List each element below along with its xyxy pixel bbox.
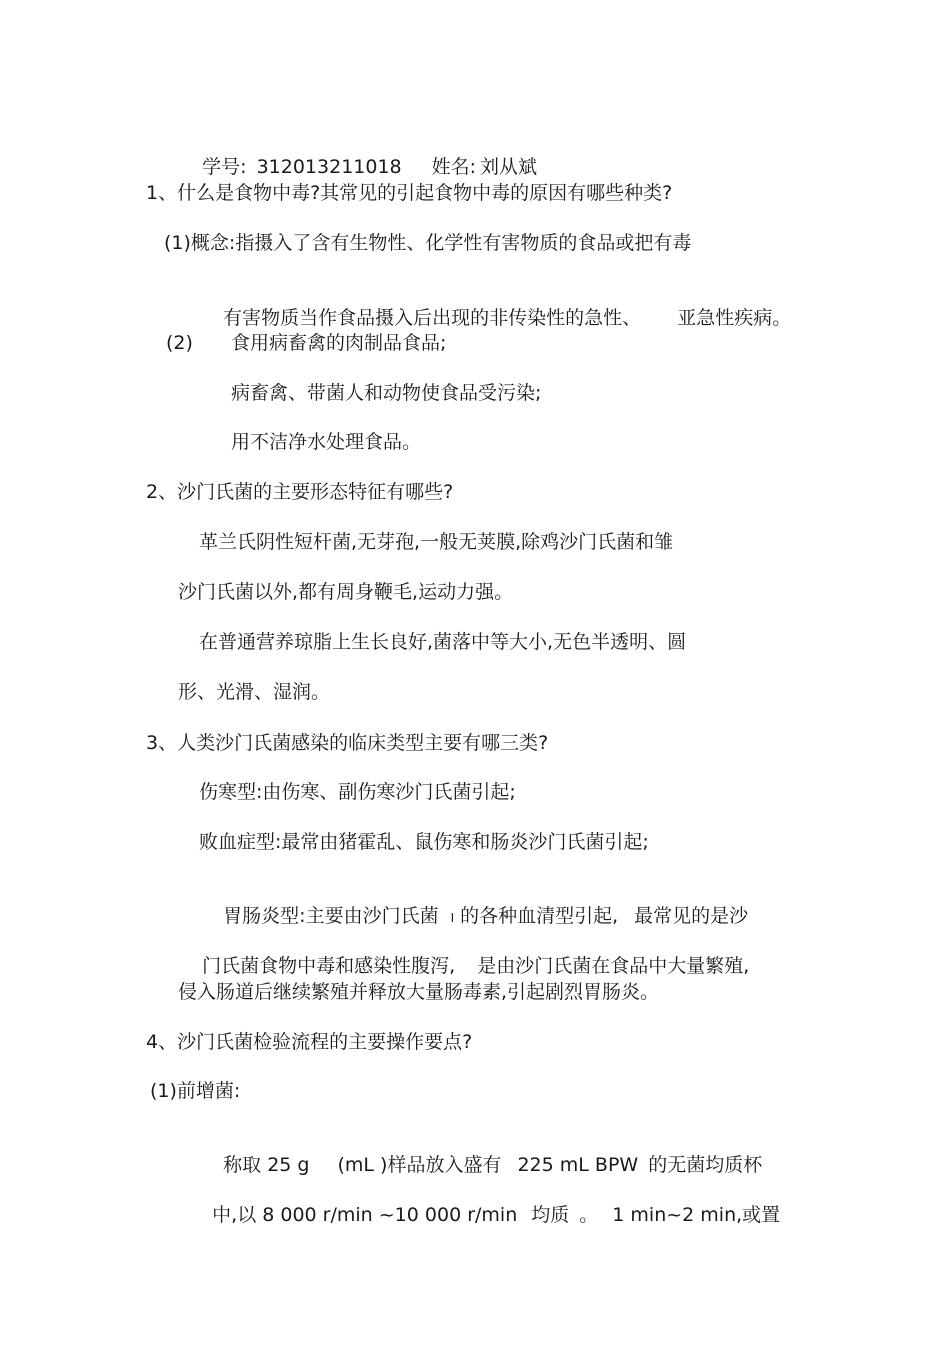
id-label: 学号: <box>202 156 247 178</box>
question-3-title: 3、人类沙门氏菌感染的临床类型主要有哪三类? <box>146 732 549 754</box>
q4-step-1-line-2-part-b: 均质 <box>531 1204 570 1226</box>
name-label: 姓名: <box>431 156 477 178</box>
question-4-title: 4、沙门氏菌检验流程的主要操作要点? <box>146 1031 473 1053</box>
q2-paragraph-2-line-2: 形、光滑、湿润。 <box>178 681 331 703</box>
q3-type-3-line-2-part-b: 是由沙门氏菌在食品中大量繁殖, <box>477 955 750 977</box>
q2-paragraph-2-line-1: 在普通营养琼脂上生长良好,菌落中等大小,无色半透明、圆 <box>199 631 687 653</box>
stray-mark: I <box>450 911 455 925</box>
q2-paragraph-1-line-2: 沙门氏菌以外,都有周身鞭毛,运动力强。 <box>178 581 514 603</box>
q2-paragraph-1-line-1: 革兰氏阴性短杆菌,无芽孢,一般无荚膜,除鸡沙门氏菌和雏 <box>199 531 674 553</box>
q4-step-1-line-2 <box>188 1179 780 1251</box>
q3-type-3-line-1-part-b: 的各种血清型引起, <box>460 905 619 927</box>
question-1-title: 1、什么是食物中毒?其常见的引起食物中毒的原因有哪些种类? <box>146 182 673 204</box>
q1-answer-1-line-1: (1)概念:指摄入了含有生物性、化学性有害物质的食品或把有毒 <box>164 232 692 254</box>
q4-step-1-line-2-part-a: 中,以 8 000 r/min ~10 000 r/min <box>212 1204 518 1226</box>
q4-step-1-title: (1)前增菌: <box>150 1080 241 1102</box>
q4-step-1-line-2-part-d: 1 min~2 min,或置 <box>612 1204 781 1226</box>
name-value: 刘从斌 <box>480 156 538 178</box>
question-2-title: 2、沙门氏菌的主要形态特征有哪些? <box>146 481 454 503</box>
q3-type-2: 败血症型:最常由猪霍乱、鼠伤寒和肠炎沙门氏菌引起; <box>199 831 649 853</box>
q3-type-1: 伤寒型:由伤寒、副伤寒沙门氏菌引起; <box>199 781 516 803</box>
q1-answer-1-line-2-part-b: 亚急性疾病。 <box>677 307 792 329</box>
q1-answer-2-marker: (2) <box>166 332 193 354</box>
id-value: 312013211018 <box>256 156 402 178</box>
q4-step-1-line-1-part-a: 称取 25 g <box>223 1154 310 1176</box>
q1-answer-1-line-2-part-a: 有害物质当作食品摄入后出现的非传染性的急性、 <box>223 307 642 329</box>
q3-type-3-line-1-part-c: 最常见的是沙 <box>634 905 749 927</box>
q1-answer-2-item-1: 食用病畜禽的肉制品食品; <box>231 332 447 354</box>
q4-step-1-line-1-part-b: (mL )样品放入盛有 <box>337 1154 502 1176</box>
q1-answer-2-item-3: 用不洁净水处理食品。 <box>231 431 422 453</box>
q3-type-3-line-2-part-a: 门氏菌食物中毒和感染性腹泻, <box>202 955 456 977</box>
q3-type-3-line-1-part-a: 胃肠炎型:主要由沙门氏菌 <box>223 905 439 927</box>
q4-step-1-line-1-part-c: 225 mL BPW <box>517 1154 639 1176</box>
q4-step-1-line-1-part-d: 的无菌均质杯 <box>648 1154 763 1176</box>
q4-step-1-line-2-part-c: 。 <box>579 1204 599 1226</box>
q3-type-3-line-3: 侵入肠道后继续繁殖并释放大量肠毒素,引起剧烈胃肠炎。 <box>178 981 660 1003</box>
q1-answer-2-item-2: 病畜禽、带菌人和动物使食品受污染; <box>231 382 542 404</box>
